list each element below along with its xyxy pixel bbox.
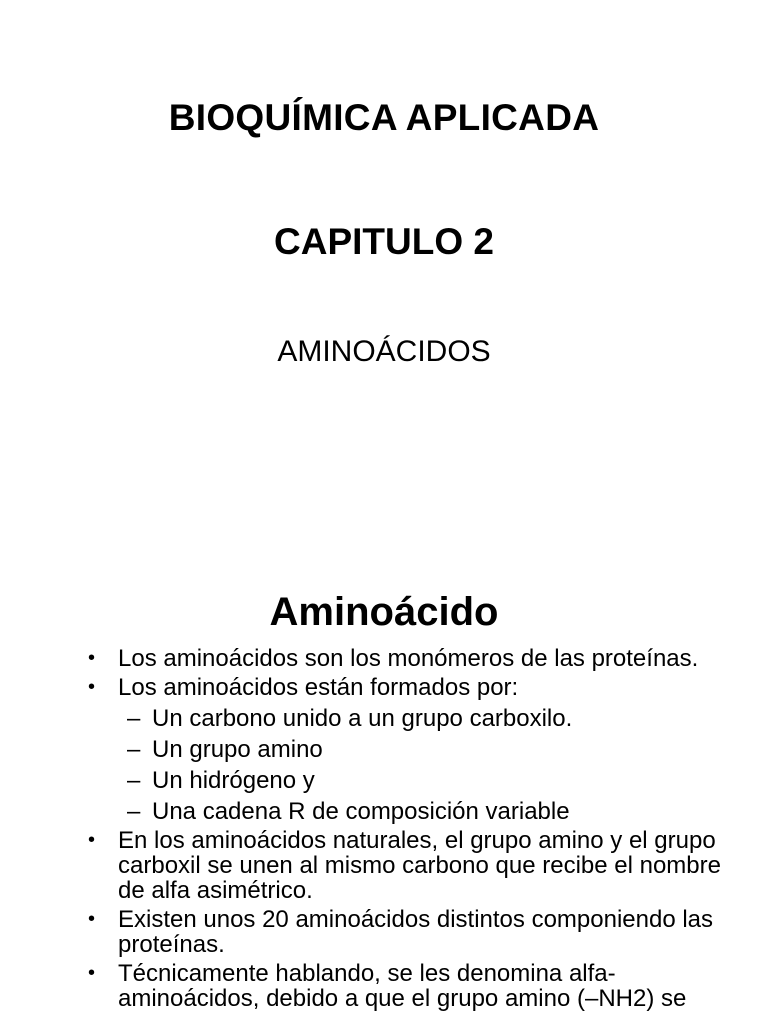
document-title: BIOQUÍMICA APLICADA xyxy=(168,97,600,138)
sub-list-item xyxy=(0,768,768,793)
sub-list-item xyxy=(0,799,768,824)
list-item-text: Existen unos 20 aminoácidos distintos componiendo las proteínas. xyxy=(118,906,714,958)
bullet-icon: • xyxy=(88,829,96,851)
list-item xyxy=(0,907,768,957)
sub-list-item-text: Una cadena R de composición variable xyxy=(152,798,570,825)
list-item-text: Técnicamente hablando, se les denomina alfa-aminoácidos, debido a que el grupo amino (–NH2) se xyxy=(118,960,687,1012)
sub-list-item-text: Un grupo amino xyxy=(152,736,323,763)
sub-list-item xyxy=(0,706,768,731)
sub-list-item xyxy=(0,737,768,762)
bullet-icon: • xyxy=(88,647,96,669)
sub-list-item-text: Un hidrógeno y xyxy=(152,767,315,794)
sub-list-item-text: Un carbono unido a un grupo carboxilo. xyxy=(152,705,573,732)
dash-icon: – xyxy=(127,767,141,794)
bullet-list xyxy=(0,642,768,1011)
chapter-subtitle: AMINOÁCIDOS xyxy=(277,335,491,368)
dash-icon: – xyxy=(127,798,141,825)
list-item-text: En los aminoácidos naturales, el grupo amino y el grupo carboxil se unen al mismo carbono que recibe el nombre de alfa asimétrico. xyxy=(118,827,721,904)
bullet-icon: • xyxy=(88,908,96,930)
bullet-icon: • xyxy=(88,676,96,698)
bullet-icon: • xyxy=(88,962,96,984)
dash-icon: – xyxy=(127,705,141,732)
list-item-text: Los aminoácidos están formados por: xyxy=(118,674,519,701)
list-item xyxy=(0,961,768,1011)
list-item xyxy=(0,675,768,700)
dash-icon: – xyxy=(127,736,141,763)
list-item xyxy=(0,646,768,671)
slide-title: Aminoácido xyxy=(269,590,499,634)
list-item-text: Los aminoácidos son los monómeros de las proteínas. xyxy=(118,645,699,672)
chapter-heading: CAPITULO 2 xyxy=(274,221,494,262)
list-item xyxy=(0,828,768,903)
